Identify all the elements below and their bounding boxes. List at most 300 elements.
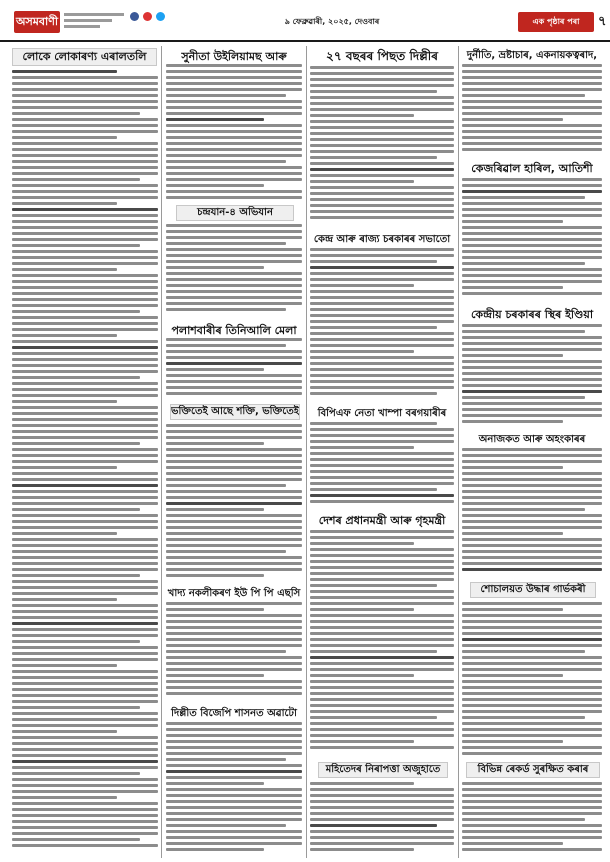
- text-line: [310, 90, 437, 93]
- text-line: [310, 362, 454, 365]
- text-line: [166, 800, 302, 803]
- column-divider: [306, 46, 307, 858]
- text-line: [310, 72, 454, 75]
- text-line: [12, 118, 158, 121]
- text-line: [12, 778, 158, 781]
- text-line: [462, 544, 602, 547]
- col2-body-4: [166, 424, 302, 582]
- text-line: [166, 248, 302, 251]
- text-line: [12, 616, 158, 619]
- text-line: [166, 442, 264, 445]
- text-line: [462, 532, 563, 535]
- text-line: [12, 694, 158, 697]
- text-line: [310, 204, 454, 207]
- text-line: [166, 368, 264, 371]
- text-line: [166, 278, 302, 281]
- text-line: [310, 120, 454, 123]
- text-line: [166, 254, 302, 257]
- text-line: [310, 830, 454, 833]
- text-line: [166, 508, 264, 511]
- text-line: [310, 716, 437, 719]
- text-line: [310, 578, 454, 581]
- text-line: [166, 308, 286, 311]
- text-line: [12, 640, 140, 643]
- text-line: [12, 526, 158, 529]
- text-line: [462, 568, 602, 571]
- text-line: [310, 248, 454, 251]
- col3-headline-3: বিপিএফ নেতা খাম্পা বৰগয়াৰীৰ: [317, 408, 447, 419]
- text-line: [462, 354, 563, 357]
- text-line: [12, 634, 158, 637]
- text-line: [462, 268, 602, 271]
- text-line: [462, 734, 602, 737]
- text-line: [12, 238, 158, 241]
- text-line: [462, 100, 602, 103]
- text-line: [310, 114, 414, 117]
- text-line: [310, 494, 454, 497]
- text-line: [12, 376, 140, 379]
- text-line: [12, 514, 158, 517]
- text-line: [462, 556, 602, 559]
- text-line: [12, 214, 158, 217]
- text-line: [12, 682, 158, 685]
- text-line: [166, 776, 302, 779]
- text-line: [166, 112, 302, 115]
- text-line: [12, 166, 158, 169]
- text-line: [12, 724, 158, 727]
- text-line: [166, 662, 302, 665]
- text-line: [12, 430, 158, 433]
- text-line: [310, 806, 454, 809]
- text-line: [12, 766, 158, 769]
- text-line: [310, 674, 414, 677]
- text-line: [462, 484, 602, 487]
- text-line: [12, 82, 158, 85]
- text-line: [310, 740, 414, 743]
- text-line: [166, 830, 302, 833]
- text-line: [310, 614, 454, 617]
- text-line: [166, 224, 302, 227]
- text-line: [462, 800, 602, 803]
- text-line: [462, 842, 563, 845]
- text-line: [310, 78, 454, 81]
- text-line: [166, 574, 264, 577]
- text-line: [462, 830, 602, 833]
- text-line: [12, 658, 158, 661]
- text-line: [166, 818, 302, 821]
- text-line: [166, 638, 302, 641]
- text-line: [462, 496, 602, 499]
- text-line: [166, 118, 264, 121]
- text-line: [462, 794, 602, 797]
- text-line: [462, 746, 602, 749]
- youtube-icon[interactable]: [143, 12, 152, 21]
- text-line: [462, 478, 602, 481]
- text-line: [166, 842, 302, 845]
- text-line: [310, 692, 454, 695]
- text-line: [166, 490, 302, 493]
- text-line: [12, 484, 158, 487]
- text-line: [310, 842, 454, 845]
- text-line: [462, 232, 602, 235]
- text-line: [12, 604, 158, 607]
- text-line: [310, 278, 454, 281]
- text-line: [462, 330, 585, 333]
- text-line: [462, 728, 602, 731]
- text-line: [462, 614, 602, 617]
- col3-body-3: [310, 422, 454, 506]
- text-line: [310, 186, 454, 189]
- text-line: [310, 314, 454, 317]
- text-line: [12, 172, 158, 175]
- col4-body-3: [462, 324, 602, 428]
- text-line: [12, 706, 140, 709]
- continued-from-page-one-tag: এক পৃষ্ঠাৰ পৰা: [518, 12, 594, 32]
- text-line: [462, 716, 585, 719]
- text-line: [12, 106, 158, 109]
- text-line: [12, 532, 117, 535]
- text-line: [462, 414, 602, 417]
- text-line: [12, 112, 140, 115]
- text-line: [166, 130, 302, 133]
- col3-headline-4: দেশৰ প্ৰধানমন্ত্ৰী আৰু গৃহমন্ত্ৰী: [318, 514, 446, 527]
- twitter-icon[interactable]: [156, 12, 165, 21]
- text-line: [310, 608, 414, 611]
- text-line: [166, 190, 302, 193]
- text-line: [166, 532, 302, 535]
- text-line: [310, 434, 454, 437]
- text-line: [310, 710, 454, 713]
- text-line: [166, 124, 302, 127]
- text-line: [310, 284, 414, 287]
- text-line: [12, 304, 158, 307]
- text-line: [166, 650, 286, 653]
- text-line: [462, 256, 602, 259]
- text-line: [310, 650, 437, 653]
- text-line: [310, 530, 454, 533]
- text-line: [462, 112, 602, 115]
- text-line: [12, 280, 158, 283]
- text-line: [12, 178, 140, 181]
- text-line: [12, 208, 158, 211]
- text-line: [462, 722, 602, 725]
- facebook-icon[interactable]: [130, 12, 139, 21]
- text-line: [310, 428, 454, 431]
- col4-body-4: [462, 448, 602, 578]
- text-line: [166, 556, 302, 559]
- text-line: [166, 272, 302, 275]
- text-line: [310, 132, 454, 135]
- text-line: [12, 286, 158, 289]
- text-line: [310, 836, 454, 839]
- text-line: [12, 268, 117, 271]
- text-line: [166, 88, 302, 91]
- text-line: [166, 392, 302, 395]
- text-line: [166, 148, 302, 151]
- text-line: [166, 502, 302, 505]
- text-line: [462, 626, 602, 629]
- text-line: [12, 76, 158, 79]
- text-line: [310, 66, 454, 69]
- text-line: [462, 250, 602, 253]
- text-line: [166, 812, 302, 815]
- text-line: [12, 322, 158, 325]
- text-line: [462, 130, 602, 133]
- text-line: [12, 256, 158, 259]
- col4-headline-2: কেজৰিৱাল হাৰিল, আতিশী: [471, 162, 593, 175]
- col4-headline-6: বিভিন্ন ৰেকৰ্ড সুৰক্ষিত কৰাৰ: [466, 762, 600, 778]
- text-line: [12, 742, 158, 745]
- text-line: [462, 238, 602, 241]
- text-line: [166, 544, 302, 547]
- text-line: [462, 692, 602, 695]
- text-line: [12, 184, 158, 187]
- text-line: [12, 244, 140, 247]
- text-line: [462, 704, 602, 707]
- text-line: [166, 626, 302, 629]
- text-line: [166, 242, 286, 245]
- text-line: [310, 644, 454, 647]
- text-line: [12, 610, 158, 613]
- text-line: [462, 620, 602, 623]
- text-line: [12, 220, 158, 223]
- text-line: [12, 94, 158, 97]
- text-line: [462, 342, 602, 345]
- text-line: [310, 350, 414, 353]
- text-line: [310, 560, 454, 563]
- text-line: [310, 302, 454, 305]
- text-line: [310, 126, 454, 129]
- text-line: [12, 628, 158, 631]
- text-line: [166, 362, 302, 365]
- text-line: [310, 216, 454, 219]
- text-line: [12, 820, 158, 823]
- text-line: [310, 638, 454, 641]
- text-line: [310, 374, 454, 377]
- text-line: [462, 490, 602, 493]
- text-line: [310, 626, 454, 629]
- text-line: [12, 664, 117, 667]
- text-line: [310, 620, 454, 623]
- text-line: [462, 818, 585, 821]
- text-line: [12, 574, 140, 577]
- col2-headline-2: চন্দ্ৰযান-৪ অভিযান: [176, 205, 294, 221]
- text-line: [12, 676, 158, 679]
- text-line: [12, 838, 140, 841]
- text-line: [12, 196, 158, 199]
- text-line: [166, 692, 302, 695]
- text-line: [12, 670, 158, 673]
- text-line: [166, 746, 302, 749]
- text-line: [12, 130, 158, 133]
- col2-body-2: [166, 224, 302, 314]
- text-line: [12, 730, 117, 733]
- text-line: [310, 704, 454, 707]
- text-line: [12, 142, 158, 145]
- text-line: [12, 274, 158, 277]
- text-line: [166, 178, 302, 181]
- text-line: [310, 452, 454, 455]
- text-line: [462, 148, 602, 151]
- text-line: [166, 284, 302, 287]
- text-line: [462, 142, 602, 145]
- text-line: [12, 598, 117, 601]
- col2-headline-4: ভক্তিতেই আছে শক্তি, ভক্তিতেই: [170, 404, 300, 420]
- text-line: [166, 344, 286, 347]
- text-line: [166, 436, 302, 439]
- text-line: [462, 680, 602, 683]
- text-line: [12, 562, 158, 565]
- text-line: [310, 102, 454, 105]
- text-line: [462, 408, 602, 411]
- text-line: [12, 580, 158, 583]
- text-line: [166, 296, 302, 299]
- text-line: [166, 374, 302, 377]
- text-line: [166, 526, 302, 529]
- text-line: [166, 836, 302, 839]
- text-line: [310, 788, 454, 791]
- text-line: [12, 154, 158, 157]
- text-line: [462, 136, 602, 139]
- text-line: [12, 100, 158, 103]
- text-line: [310, 108, 454, 111]
- text-line: [310, 156, 437, 159]
- text-line: [12, 412, 158, 415]
- text-line: [462, 520, 602, 523]
- text-line: [166, 758, 286, 761]
- text-line: [166, 76, 302, 79]
- text-line: [166, 608, 264, 611]
- text-line: [310, 464, 454, 467]
- text-line: [166, 82, 302, 85]
- col3-body-5: [310, 782, 454, 854]
- col2-headline-1: সুনীতা উইলিয়ামছ আৰু: [181, 50, 287, 63]
- text-line: [12, 748, 158, 751]
- text-line: [12, 382, 158, 385]
- text-line: [310, 656, 454, 659]
- text-line: [12, 370, 158, 373]
- text-line: [310, 746, 454, 749]
- text-line: [310, 368, 454, 371]
- text-line: [310, 296, 454, 299]
- text-line: [12, 292, 158, 295]
- text-line: [310, 572, 454, 575]
- text-line: [166, 302, 302, 305]
- text-line: [166, 166, 302, 169]
- text-line: [12, 202, 117, 205]
- text-line: [462, 378, 602, 381]
- text-line: [462, 64, 602, 67]
- text-line: [310, 180, 414, 183]
- masthead: [0, 0, 610, 42]
- text-line: [12, 250, 158, 253]
- text-line: [462, 668, 602, 671]
- text-line: [166, 674, 264, 677]
- issue-date: ৯ ফেব্ৰুৱাৰী, ২০২৫, দেওবাৰ: [284, 16, 380, 26]
- text-line: [462, 848, 602, 851]
- text-line: [462, 698, 602, 701]
- text-line: [166, 64, 302, 67]
- text-line: [12, 652, 158, 655]
- col1-body: [12, 70, 158, 854]
- text-line: [12, 388, 158, 391]
- text-line: [462, 70, 602, 73]
- text-line: [462, 178, 602, 181]
- text-line: [12, 340, 158, 343]
- text-line: [166, 788, 302, 791]
- text-line: [12, 466, 117, 469]
- text-line: [310, 800, 454, 803]
- text-line: [12, 736, 158, 739]
- text-line: [166, 430, 302, 433]
- text-line: [166, 514, 302, 517]
- text-line: [310, 722, 454, 725]
- text-line: [462, 782, 602, 785]
- text-line: [462, 292, 602, 295]
- text-line: [310, 488, 437, 491]
- text-line: [462, 420, 563, 423]
- text-line: [166, 356, 302, 359]
- text-line: [310, 168, 454, 171]
- text-line: [310, 680, 454, 683]
- text-line: [12, 502, 158, 505]
- text-line: [310, 590, 454, 593]
- text-line: [12, 436, 158, 439]
- text-line: [310, 602, 454, 605]
- text-line: [310, 192, 454, 195]
- text-line: [462, 836, 602, 839]
- text-line: [462, 710, 602, 713]
- text-line: [310, 824, 437, 827]
- text-line: [462, 384, 602, 387]
- newspaper-logo: অসমবাণী: [14, 11, 60, 33]
- text-line: [166, 734, 302, 737]
- col2-headline-5: খাদ্য নকলীকৰণ ইউ পি পি এছসি: [167, 588, 301, 599]
- text-line: [462, 454, 602, 457]
- text-line: [12, 556, 158, 559]
- col2-body-1: [166, 64, 302, 202]
- text-line: [462, 650, 585, 653]
- text-line: [310, 446, 414, 449]
- text-line: [166, 142, 302, 145]
- text-line: [166, 740, 302, 743]
- text-line: [462, 244, 602, 247]
- text-line: [12, 586, 158, 589]
- text-line: [166, 94, 286, 97]
- text-line: [310, 782, 414, 785]
- text-line: [166, 644, 302, 647]
- text-line: [462, 402, 602, 405]
- text-line: [462, 366, 602, 369]
- text-line: [166, 520, 302, 523]
- text-line: [166, 350, 302, 353]
- text-line: [310, 260, 437, 263]
- text-line: [12, 472, 158, 475]
- text-line: [462, 508, 585, 511]
- text-line: [12, 352, 158, 355]
- text-line: [166, 496, 302, 499]
- text-line: [12, 844, 158, 847]
- text-line: [462, 106, 602, 109]
- text-line: [12, 124, 158, 127]
- col4-headline-1: দুৰ্নীতি, ভ্ৰষ্টাচাৰ, একনায়কত্বৰাদ,: [466, 50, 598, 61]
- text-line: [462, 76, 602, 79]
- text-line: [462, 662, 602, 665]
- text-line: [310, 566, 454, 569]
- text-line: [166, 172, 302, 175]
- text-line: [310, 308, 454, 311]
- text-line: [310, 728, 454, 731]
